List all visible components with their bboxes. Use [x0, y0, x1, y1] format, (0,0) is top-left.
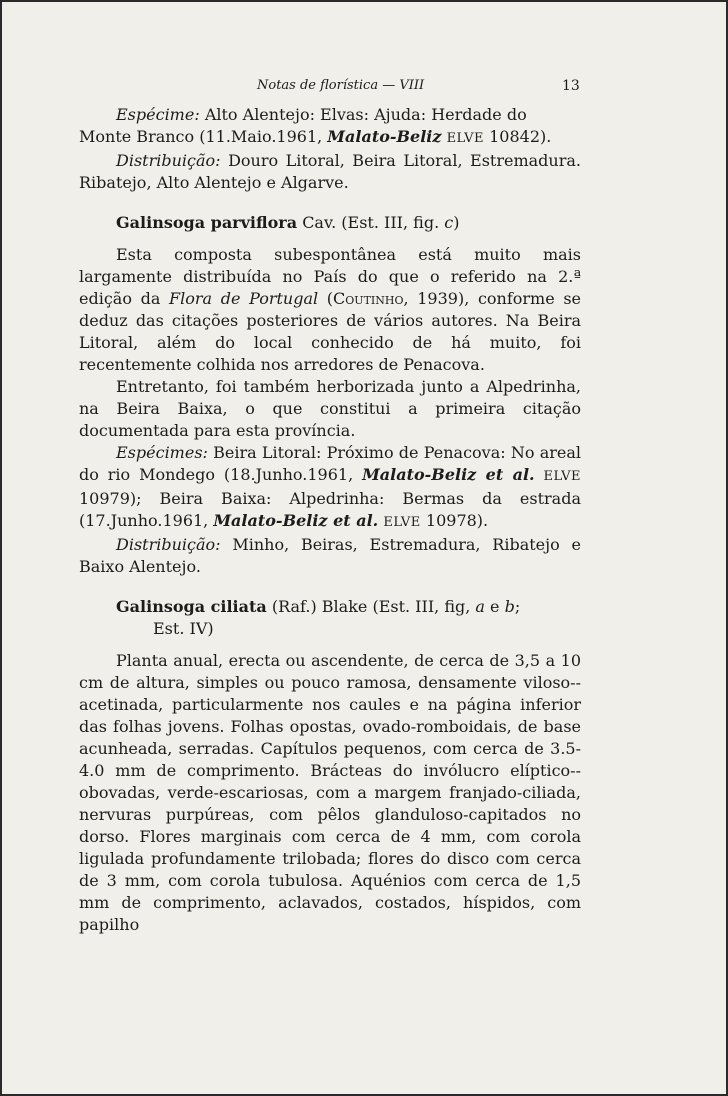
para-text: ( [318, 289, 334, 308]
figure-ref: a [475, 597, 485, 616]
distribution-text: Douro Litoral, Beira Litoral, Estremadura. Ribatejo, Alto Alentejo e Algarve. [79, 151, 582, 192]
herbarium-code: ELVE [543, 469, 582, 484]
figure-ref: b [504, 597, 515, 616]
species-authority: Cav. (Est. III, fig. [302, 213, 445, 232]
para-text: , 1939), conforme se deduz das citações posteriores de vários autores. Na Beira Litoral, além do local conhecido de há muito, foi recentemente colhida nos arredores de Penacova. [79, 289, 582, 374]
species-authority: e [484, 597, 505, 616]
distribution-paragraph [79, 150, 581, 194]
specimen-number: 10842). [489, 127, 552, 146]
collector-name: Malato-Beliz et al. [213, 511, 379, 530]
para-text: Esta composta subespontânea está muito mais largamente distribuída no País do que o referido na 2.ª edição da [79, 245, 581, 308]
specimens-label: Espécimes: [116, 443, 208, 462]
distribution-label: Distribuição: [116, 535, 221, 554]
distribution-paragraph-2 [79, 534, 581, 578]
herbarium-code: ELVE [446, 131, 485, 146]
collector-name: Malato-Beliz et al. [362, 465, 535, 484]
species-name: Galinsoga ciliata [116, 597, 267, 616]
specimen-paragraph [79, 104, 581, 150]
plate-ref: Est. IV) [153, 619, 214, 638]
specimen-label: Espécime: [116, 105, 200, 124]
description-paragraph: Planta anual, erecta ou ascendente, de cerca de 3,5 a 10 cm de altura, simples ou pouco ramosa, densamente viloso--acetinada, particularmente nos caules e na página inferior das folhas jovens. Folhas opostas, ovado-romboidais, de base acunheada, serradas. Capítulos pequenos, com cerca de 3.5-4.0 mm de comprimento. Brácteas do invólucro elíptico--obovadas, verde-escariosas, com a margem franjado-ciliada, nervuras purpúreas, com pêlos glanduloso-capitados no dorso. Flores marginais com cerca de 4 mm, com corola ligulada profundamente trilobada; flores do disco com cerca de 3 mm, com corola tubulosa. Aquénios com cerca de 1,5 mm de comprimento, aclavados, costados, híspidos, com papilho [79, 651, 581, 934]
species-authority: ; [514, 597, 521, 616]
page-number: 13 [562, 78, 580, 94]
distribution-label: Distribuição: [116, 151, 221, 170]
specimens-text: Beira Litoral: Próximo de Penacova: No areal do rio Mondego (18.Junho.1961, [79, 443, 581, 484]
specimen-text: Alto Alentejo: Elvas: Ajuda: Herdade do [204, 105, 527, 124]
herbarium-code: ELVE [383, 515, 421, 530]
body-paragraph-2: Entretanto, foi também herborizada junto a Alpedrinha, na Beira Baixa, o que constitui a primeira citação documentada para esta província. [79, 377, 581, 440]
specimen-text-2: Monte Branco (11.Maio.1961, [79, 127, 328, 146]
specimens-text: 10979); Beira Baixa: Alpedrinha: Bermas da estrada (17.Junho.1961, [79, 489, 581, 530]
figure-ref: c [444, 213, 454, 232]
species-heading [79, 212, 581, 234]
collector-name: Malato-Beliz [327, 127, 442, 146]
book-title: Flora de Portugal [169, 289, 319, 308]
specimens-paragraph [79, 442, 581, 534]
specimens-text: 10978). [420, 511, 489, 530]
author-name: Coutinho [333, 289, 404, 308]
paren-close: ) [453, 213, 460, 232]
species-authority: (Raf.) Blake (Est. III, fig, [266, 597, 476, 616]
distribution-text: Minho, Beiras, Estremadura, Ribatejo e Baixo Alentejo. [79, 535, 581, 576]
species-name: Galinsoga parviflora [116, 213, 298, 232]
species-heading-2 [79, 596, 581, 640]
running-title: Notas de florística — VIII [257, 78, 425, 93]
body-paragraph [79, 244, 581, 376]
page-body [79, 104, 581, 936]
